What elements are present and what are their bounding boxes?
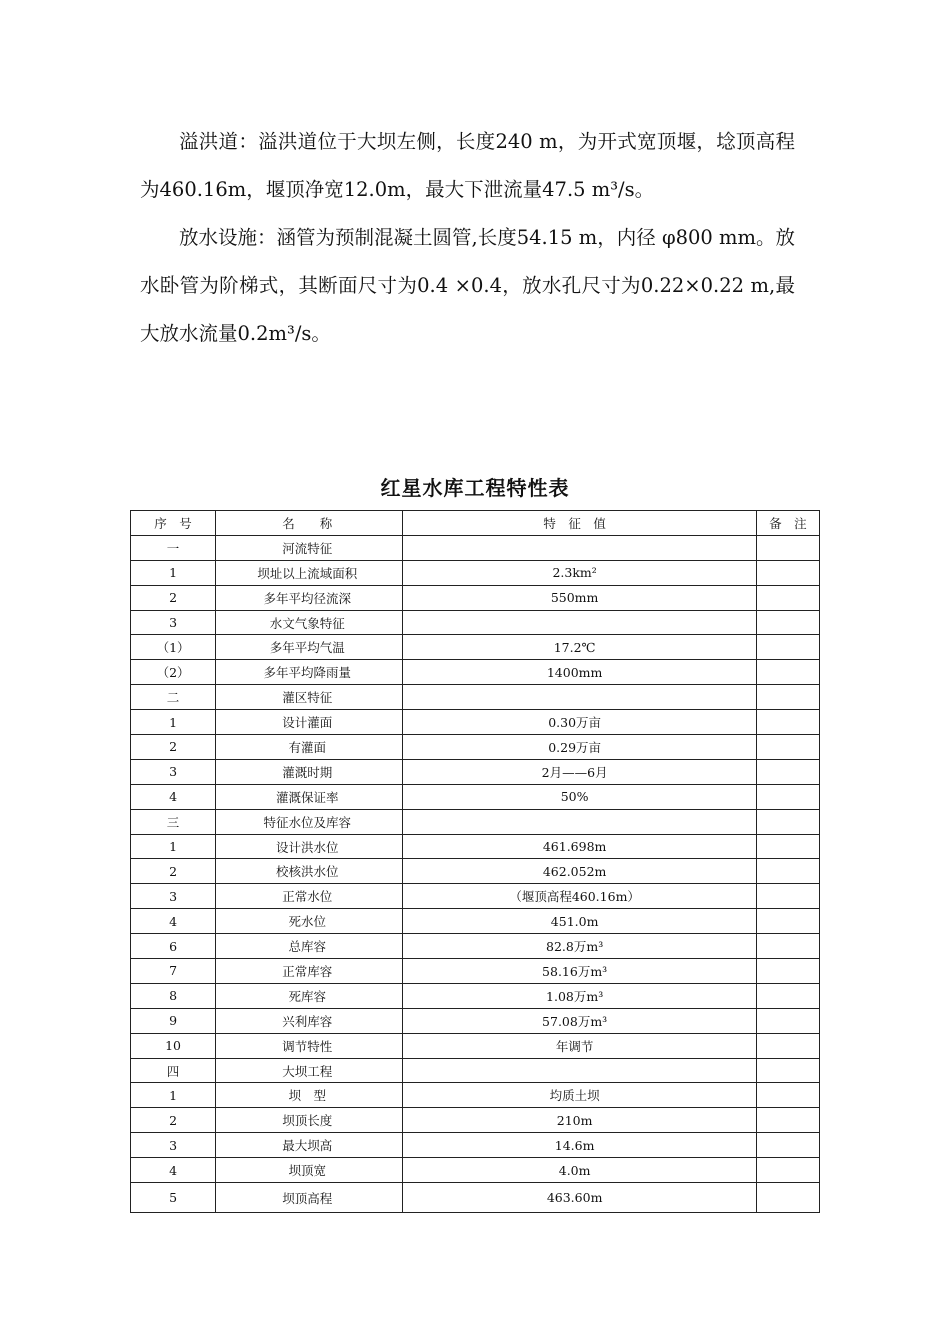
table-row — [131, 710, 820, 735]
row-value: 1400mm — [403, 660, 757, 685]
row-remark — [756, 685, 819, 710]
row-remark — [756, 1058, 819, 1083]
row-number: 三 — [131, 809, 216, 834]
table-row — [131, 1108, 820, 1133]
row-value: 17.2℃ — [403, 635, 757, 660]
row-name: 调节特性 — [216, 1033, 403, 1058]
row-name: 兴利库容 — [216, 1008, 403, 1033]
row-remark — [756, 535, 819, 560]
table-row — [131, 585, 820, 610]
row-remark — [756, 735, 819, 760]
row-name: 死水位 — [216, 909, 403, 934]
row-remark — [756, 959, 819, 984]
row-number: 6 — [131, 934, 216, 959]
row-value — [403, 535, 757, 560]
row-name: 设计洪水位 — [216, 834, 403, 859]
row-value: 463.60m — [403, 1183, 757, 1213]
row-remark — [756, 1108, 819, 1133]
row-number: 四 — [131, 1058, 216, 1083]
row-name: 坝顶宽 — [216, 1158, 403, 1183]
row-value: 82.8万m³ — [403, 934, 757, 959]
table-row — [131, 784, 820, 809]
row-number: 7 — [131, 959, 216, 984]
row-remark — [756, 809, 819, 834]
row-name: 总库容 — [216, 934, 403, 959]
table-row — [131, 560, 820, 585]
header-remark: 备 注 — [756, 511, 819, 536]
table-row — [131, 635, 820, 660]
row-remark — [756, 934, 819, 959]
row-name: 灌溉时期 — [216, 759, 403, 784]
spillway-paragraph: 溢洪道：溢洪道位于大坝左侧，长度240 m，为开式宽顶堰，埝顶高程为460.16m，堰顶净宽12.0m，最大下泄流量47.5 m³/s。 — [140, 130, 795, 201]
row-number: 3 — [131, 759, 216, 784]
table-row — [131, 735, 820, 760]
row-value — [403, 809, 757, 834]
characteristics-table — [130, 510, 820, 1213]
row-name: 大坝工程 — [216, 1058, 403, 1083]
row-number: 2 — [131, 735, 216, 760]
row-value — [403, 1058, 757, 1083]
table-row — [131, 959, 820, 984]
row-number: 10 — [131, 1033, 216, 1058]
row-value: 50% — [403, 784, 757, 809]
row-name: 水文气象特征 — [216, 610, 403, 635]
row-value: 2月——6月 — [403, 759, 757, 784]
row-value: 14.6m — [403, 1133, 757, 1158]
row-remark — [756, 710, 819, 735]
table-row — [131, 1033, 820, 1058]
row-value: 均质土坝 — [403, 1083, 757, 1108]
row-value: 58.16万m³ — [403, 959, 757, 984]
row-remark — [756, 1033, 819, 1058]
header-number: 序 号 — [131, 511, 216, 536]
row-number: 二 — [131, 685, 216, 710]
row-name: 河流特征 — [216, 535, 403, 560]
row-name: 特征水位及库容 — [216, 809, 403, 834]
table-row — [131, 859, 820, 884]
row-remark — [756, 909, 819, 934]
row-number: 4 — [131, 784, 216, 809]
row-value: 2.3km² — [403, 560, 757, 585]
row-value: 年调节 — [403, 1033, 757, 1058]
row-number: 2 — [131, 1108, 216, 1133]
row-remark — [756, 585, 819, 610]
row-name: 死库容 — [216, 983, 403, 1008]
row-remark — [756, 859, 819, 884]
row-number: 4 — [131, 909, 216, 934]
row-name: 坝 型 — [216, 1083, 403, 1108]
row-name: 正常库容 — [216, 959, 403, 984]
table-row — [131, 1133, 820, 1158]
row-name: 有灌面 — [216, 735, 403, 760]
row-number: 1 — [131, 560, 216, 585]
row-value — [403, 685, 757, 710]
row-number: 3 — [131, 884, 216, 909]
table-row — [131, 1158, 820, 1183]
row-remark — [756, 759, 819, 784]
row-remark — [756, 983, 819, 1008]
row-number: 1 — [131, 710, 216, 735]
row-remark — [756, 1083, 819, 1108]
table-row — [131, 1008, 820, 1033]
row-name: 灌溉保证率 — [216, 784, 403, 809]
row-value: 1.08万m³ — [403, 983, 757, 1008]
table-row — [131, 884, 820, 909]
row-remark — [756, 834, 819, 859]
row-value: 0.29万亩 — [403, 735, 757, 760]
row-number: 1 — [131, 834, 216, 859]
row-value: 0.30万亩 — [403, 710, 757, 735]
row-remark — [756, 1183, 819, 1213]
row-value — [403, 610, 757, 635]
table-header-row — [131, 511, 820, 536]
row-number: 一 — [131, 535, 216, 560]
table-row — [131, 759, 820, 784]
row-remark — [756, 1133, 819, 1158]
row-name: 坝址以上流域面积 — [216, 560, 403, 585]
row-value: 550mm — [403, 585, 757, 610]
table-row — [131, 535, 820, 560]
row-value: 451.0m — [403, 909, 757, 934]
row-name: 坝顶长度 — [216, 1108, 403, 1133]
row-name: 多年平均降雨量 — [216, 660, 403, 685]
row-name: 校核洪水位 — [216, 859, 403, 884]
row-value: （堰顶高程460.16m） — [403, 884, 757, 909]
body-text — [140, 118, 795, 358]
row-value: 57.08万m³ — [403, 1008, 757, 1033]
row-name: 最大坝高 — [216, 1133, 403, 1158]
row-remark — [756, 884, 819, 909]
row-name: 坝顶高程 — [216, 1183, 403, 1213]
table-row — [131, 1083, 820, 1108]
row-value: 210m — [403, 1108, 757, 1133]
row-number: 4 — [131, 1158, 216, 1183]
table-row — [131, 809, 820, 834]
table-row — [131, 660, 820, 685]
table-row — [131, 1058, 820, 1083]
header-value: 特 征 值 — [403, 511, 757, 536]
row-number: 2 — [131, 859, 216, 884]
row-remark — [756, 635, 819, 660]
row-number: 8 — [131, 983, 216, 1008]
row-name: 灌区特征 — [216, 685, 403, 710]
row-number: 2 — [131, 585, 216, 610]
row-number: 3 — [131, 610, 216, 635]
row-number: 3 — [131, 1133, 216, 1158]
row-remark — [756, 610, 819, 635]
row-number: 1 — [131, 1083, 216, 1108]
row-name: 正常水位 — [216, 884, 403, 909]
row-value: 462.052m — [403, 859, 757, 884]
row-number: 5 — [131, 1183, 216, 1213]
row-value: 461.698m — [403, 834, 757, 859]
row-number: （2） — [131, 660, 216, 685]
table-row — [131, 909, 820, 934]
table-row — [131, 1183, 820, 1213]
header-name: 名 称 — [216, 511, 403, 536]
outlet-paragraph: 放水设施：涵管为预制混凝土圆管,长度54.15 m，内径 φ800 mm。放水卧管为阶梯式，其断面尺寸为0.4 ×0.4，放水孔尺寸为0.22×0.22 m,最大放水流量0.2m³/s。 — [140, 226, 795, 345]
table-row — [131, 834, 820, 859]
table-row — [131, 610, 820, 635]
row-number: 9 — [131, 1008, 216, 1033]
row-remark — [756, 1158, 819, 1183]
table-title: 红星水库工程特性表 — [380, 476, 570, 500]
table-row — [131, 983, 820, 1008]
row-remark — [756, 1008, 819, 1033]
row-number: （1） — [131, 635, 216, 660]
table-row — [131, 685, 820, 710]
row-remark — [756, 660, 819, 685]
row-remark — [756, 560, 819, 585]
table-row — [131, 934, 820, 959]
row-name: 多年平均气温 — [216, 635, 403, 660]
row-name: 多年平均径流深 — [216, 585, 403, 610]
row-remark — [756, 784, 819, 809]
row-name: 设计灌面 — [216, 710, 403, 735]
row-value: 4.0m — [403, 1158, 757, 1183]
